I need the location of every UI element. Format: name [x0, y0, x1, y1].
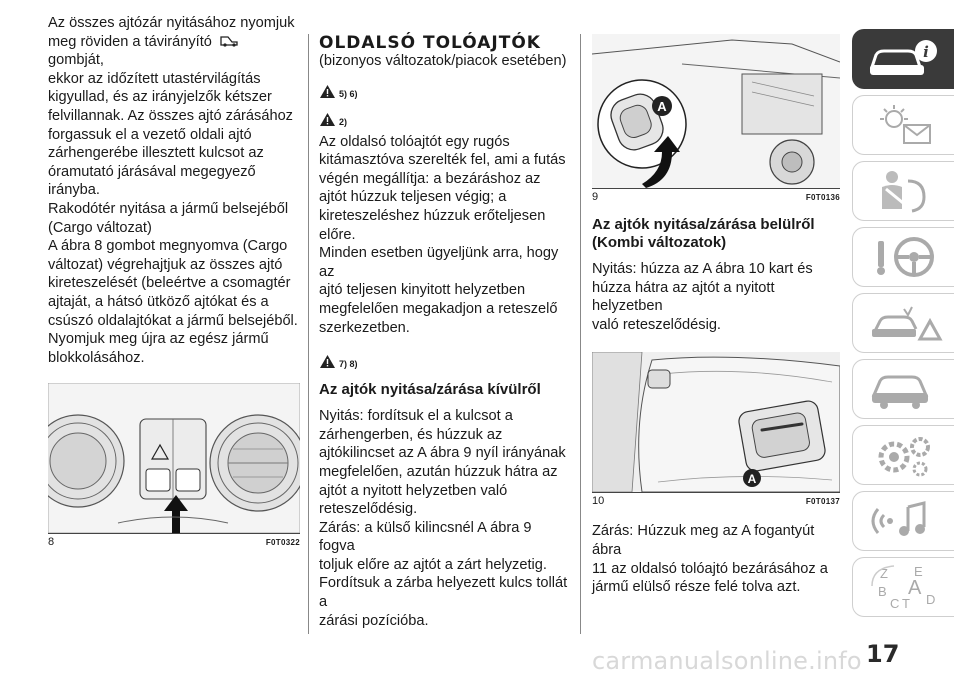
text-line: kireteszelését (beleértve a csomagtér	[48, 275, 291, 292]
figure-rule	[592, 188, 840, 189]
text-line: forgassuk el a vezető oldali ajtó	[48, 126, 252, 143]
figure-10	[592, 352, 840, 508]
text-line: zárási pozícióba.	[319, 612, 429, 629]
key-fob-unlock-icon	[218, 34, 240, 48]
text-line: ajtaját, a hátsó ütköző ajtókat és a	[48, 293, 269, 310]
figure-9	[592, 34, 840, 204]
tab-maintenance[interactable]	[852, 359, 954, 419]
text-line: megfelelően megakadjon a reteszelő	[319, 300, 558, 317]
text-line: kigyullad, és az irányjelzők kétszer	[48, 89, 272, 106]
tab-getting-to-know[interactable]	[852, 29, 954, 89]
index-letter: D	[925, 592, 935, 607]
safety-icon	[864, 167, 944, 215]
body-text-1	[319, 133, 571, 338]
maintenance-icon	[864, 365, 944, 413]
text-line: toljuk előre az ajtót a zárt helyzetig.	[319, 556, 547, 573]
text-line: Nyomjuk meg újra az egész jármű	[48, 331, 269, 348]
svg-text:i: i	[922, 43, 929, 61]
warning-triangle-icon	[319, 84, 336, 99]
text-line: való reteszelődésig.	[592, 316, 721, 333]
text-line: kireteszeléshez húzzuk erőteljesen	[319, 207, 546, 224]
multimedia-icon	[864, 497, 944, 545]
tab-multimedia[interactable]	[852, 491, 954, 551]
column-3	[592, 34, 840, 597]
column-divider	[580, 34, 581, 634]
figure-rule	[48, 533, 300, 534]
text-line: Minden esetben ügyeljünk arra, hogy az	[319, 245, 559, 280]
index-letter: B	[877, 584, 887, 599]
warning-lights-icon	[864, 101, 944, 149]
text-line: Az oldalsó tolóajtót egy rugós	[319, 133, 510, 150]
index-letter: T	[901, 596, 910, 611]
figure-code: F0T0137	[805, 497, 840, 507]
chapter-sidebar	[852, 29, 954, 623]
text-line: szerkezetben.	[319, 319, 410, 336]
body-text-1	[592, 260, 840, 334]
steering-icon	[864, 233, 944, 281]
caution-triangle-icon	[319, 112, 336, 127]
watermark: carmanualsonline.info	[592, 647, 862, 675]
index-icon	[864, 562, 944, 612]
body-text-2	[592, 522, 840, 596]
index-letter: A	[907, 577, 921, 599]
text-line: ekkor az időzített utastérvilágítás	[48, 70, 261, 87]
caution-reference	[319, 103, 571, 127]
text-line: meg röviden a távirányító gombját,	[48, 33, 300, 70]
text-line: reteszelődésig.	[319, 501, 418, 518]
dashboard-buttons-illustration	[48, 383, 300, 533]
interior-door-lever-illustration	[592, 352, 840, 492]
text-line: Rakodótér nyitása a jármű belsejéből	[48, 200, 289, 217]
text-line: blokkolásához.	[48, 349, 145, 366]
tab-technical-data[interactable]	[852, 425, 954, 485]
text-line: ajtó teljesen kinyitott helyzetben	[319, 282, 526, 299]
tab-index[interactable]	[852, 557, 954, 617]
text-line: Nyitás: húzza az A ábra 10 kart és	[592, 261, 813, 277]
text-line: kitámasztóva szerelték fel, ami a futás	[319, 152, 566, 169]
text-line: Nyitás: fordítsuk el a kulcsot a	[319, 408, 513, 425]
text-line: felvillannak. Az összes ajtó zárásához	[48, 107, 293, 124]
text-line: irányba.	[48, 182, 100, 199]
index-letter: Z	[879, 566, 888, 581]
text-line: csúszó oldalajtókat a jármű belsejéből.	[48, 312, 298, 329]
index-letter: E	[913, 564, 923, 579]
subsection-heading: Az ajtók nyitása/zárása kívülről	[319, 381, 541, 399]
tab-safety[interactable]	[852, 161, 954, 221]
subsection-heading: Az ajtók nyitása/zárása belülről (Kombi változatok)	[592, 216, 815, 251]
text-line: Fordítsuk a zárba helyezett kulcs tollát a	[319, 575, 568, 611]
figure-code: F0T0322	[265, 538, 300, 548]
warning-reference-2	[319, 345, 571, 369]
text-line: Az összes ajtózár nyitásához nyomjuk	[48, 15, 295, 31]
technical-data-icon	[864, 431, 944, 479]
callout-label: A	[657, 99, 667, 114]
figure-caption	[48, 536, 300, 549]
warning-ref-text: 5) 6)	[339, 88, 358, 99]
figure-rule	[592, 492, 840, 493]
text-line: ajtót húzzuk teljesen végig; a	[319, 189, 507, 206]
text-line: Zárás: a külső kilincsnél A ábra 9 fogva	[319, 519, 532, 555]
text-line: Zárás: Húzzuk meg az A fogantyút ábra	[592, 523, 815, 558]
section-subheading: (bizonyos változatok/piacok esetében)	[319, 53, 567, 69]
text-line: (Cargo változat)	[48, 219, 152, 236]
tab-starting-driving[interactable]	[852, 227, 954, 287]
figure-8	[48, 383, 300, 549]
figure-caption	[592, 191, 840, 204]
text-line: változat) végrehajtjuk az összes ajtó	[48, 256, 283, 273]
column-2	[319, 14, 571, 630]
section-heading: OLDALSÓ TOLÓAJTÓK	[319, 33, 541, 53]
caution-ref-text: 2)	[339, 116, 348, 127]
tab-emergency[interactable]	[852, 293, 954, 353]
text-line: zárhengerben, és húzzuk az	[319, 426, 503, 443]
warning-reference	[319, 75, 571, 99]
text-line: előre.	[319, 226, 356, 243]
tab-dashboard[interactable]	[852, 95, 954, 155]
figure-number: 8	[48, 536, 55, 549]
figure-number: 10	[592, 495, 605, 508]
sliding-door-handle-illustration	[592, 34, 840, 188]
index-letter: C	[889, 596, 899, 611]
text-line: megfelelően, azután húzzuk hátra az	[319, 463, 558, 480]
figure-code: F0T0136	[805, 193, 840, 202]
text-line: jármű elülső része felé tolva azt.	[592, 579, 801, 596]
text-line: 11 az oldalsó tolóajtó bezárásához a	[592, 560, 828, 577]
text-line: A ábra 8 gombot megnyomva (Cargo	[48, 238, 288, 255]
callout-label: A	[747, 472, 757, 487]
figure-number: 9	[592, 191, 599, 203]
column-divider	[308, 34, 309, 634]
text-line: végén megállítja: a bezáráshoz az	[319, 170, 541, 187]
figure-caption	[592, 495, 840, 508]
text-line: óramutató járásával megegyező	[48, 163, 256, 180]
text-line: ajtót a nyitott helyzetben való	[319, 482, 508, 499]
warning-ref-text: 7) 8)	[339, 359, 358, 370]
text-line: ajtókilincset az A ábra 9 nyíl irányának	[319, 445, 566, 462]
text-line: zárhengerébe illesztett kulcsot az	[48, 145, 264, 162]
car-info-icon	[864, 37, 944, 81]
emergency-icon	[864, 299, 944, 347]
page-number: 17	[866, 640, 900, 668]
text-line: húzza hátra az ajtót a nyitott helyzetben	[592, 279, 775, 315]
warning-triangle-icon	[319, 354, 336, 369]
body-text-2	[319, 407, 571, 630]
column-1	[48, 14, 300, 549]
